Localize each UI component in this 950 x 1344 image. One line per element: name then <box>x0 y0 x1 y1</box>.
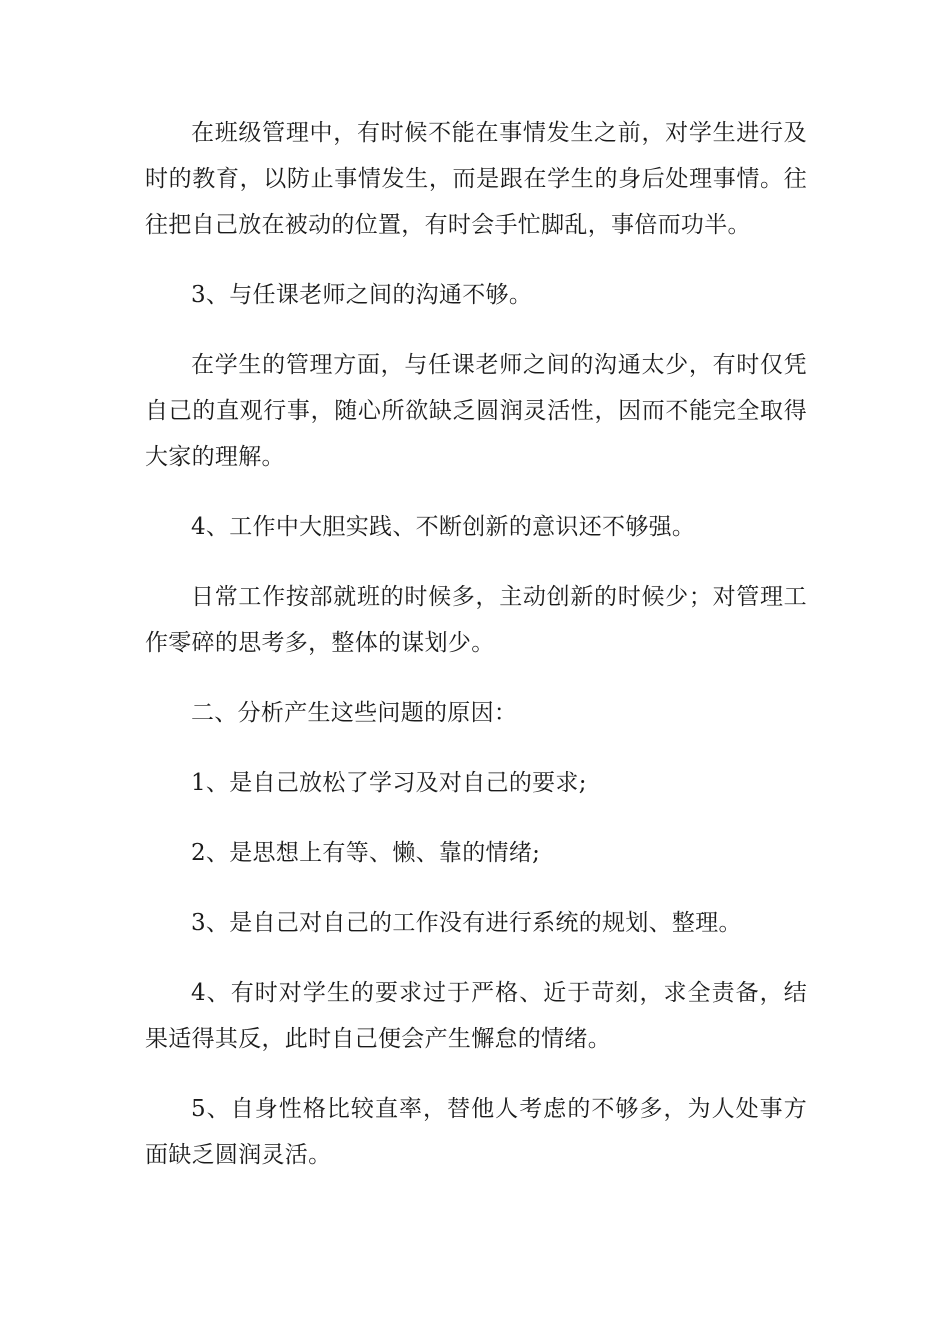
cause-item-3: 3、是自己对自己的工作没有进行系统的规划、整理。 <box>191 910 742 936</box>
cause-item-5: 5、自身性格比较直率，替他人考虑的不够多，为人处事方面缺乏圆润灵活。 <box>145 1096 807 1168</box>
cause-item-1: 1、是自己放松了学习及对自己的要求; <box>191 770 587 796</box>
paragraph-class-management: 在班级管理中，有时候不能在事情发生之前，对学生进行及时的教育，以防止事情发生，而是跟在学生的身后处理事情。往往把自己放在被动的位置，有时会手忙脚乱，事倍而功半。 <box>145 120 807 238</box>
cause-item-2: 2、是思想上有等、懒、靠的情绪; <box>191 840 541 866</box>
cause-item-4: 4、有时对学生的要求过于严格、近于苛刻，求全责备，结果适得其反，此时自己便会产生懈怠的情绪。 <box>145 980 807 1052</box>
heading-point-3-communication: 3、与任课老师之间的沟通不够。 <box>191 282 533 308</box>
paragraph-innovation: 日常工作按部就班的时候多，主动创新的时候少；对管理工作零碎的思考多，整体的谋划少。 <box>145 584 807 656</box>
document-body <box>145 110 807 1202</box>
heading-point-4-innovation: 4、工作中大胆实践、不断创新的意识还不够强。 <box>191 514 696 540</box>
paragraph-communication: 在学生的管理方面，与任课老师之间的沟通太少，有时仅凭自己的直观行事，随心所欲缺乏圆润灵活性，因而不能完全取得大家的理解。 <box>145 352 807 470</box>
heading-section-2-causes: 二、分析产生这些问题的原因： <box>191 700 518 726</box>
